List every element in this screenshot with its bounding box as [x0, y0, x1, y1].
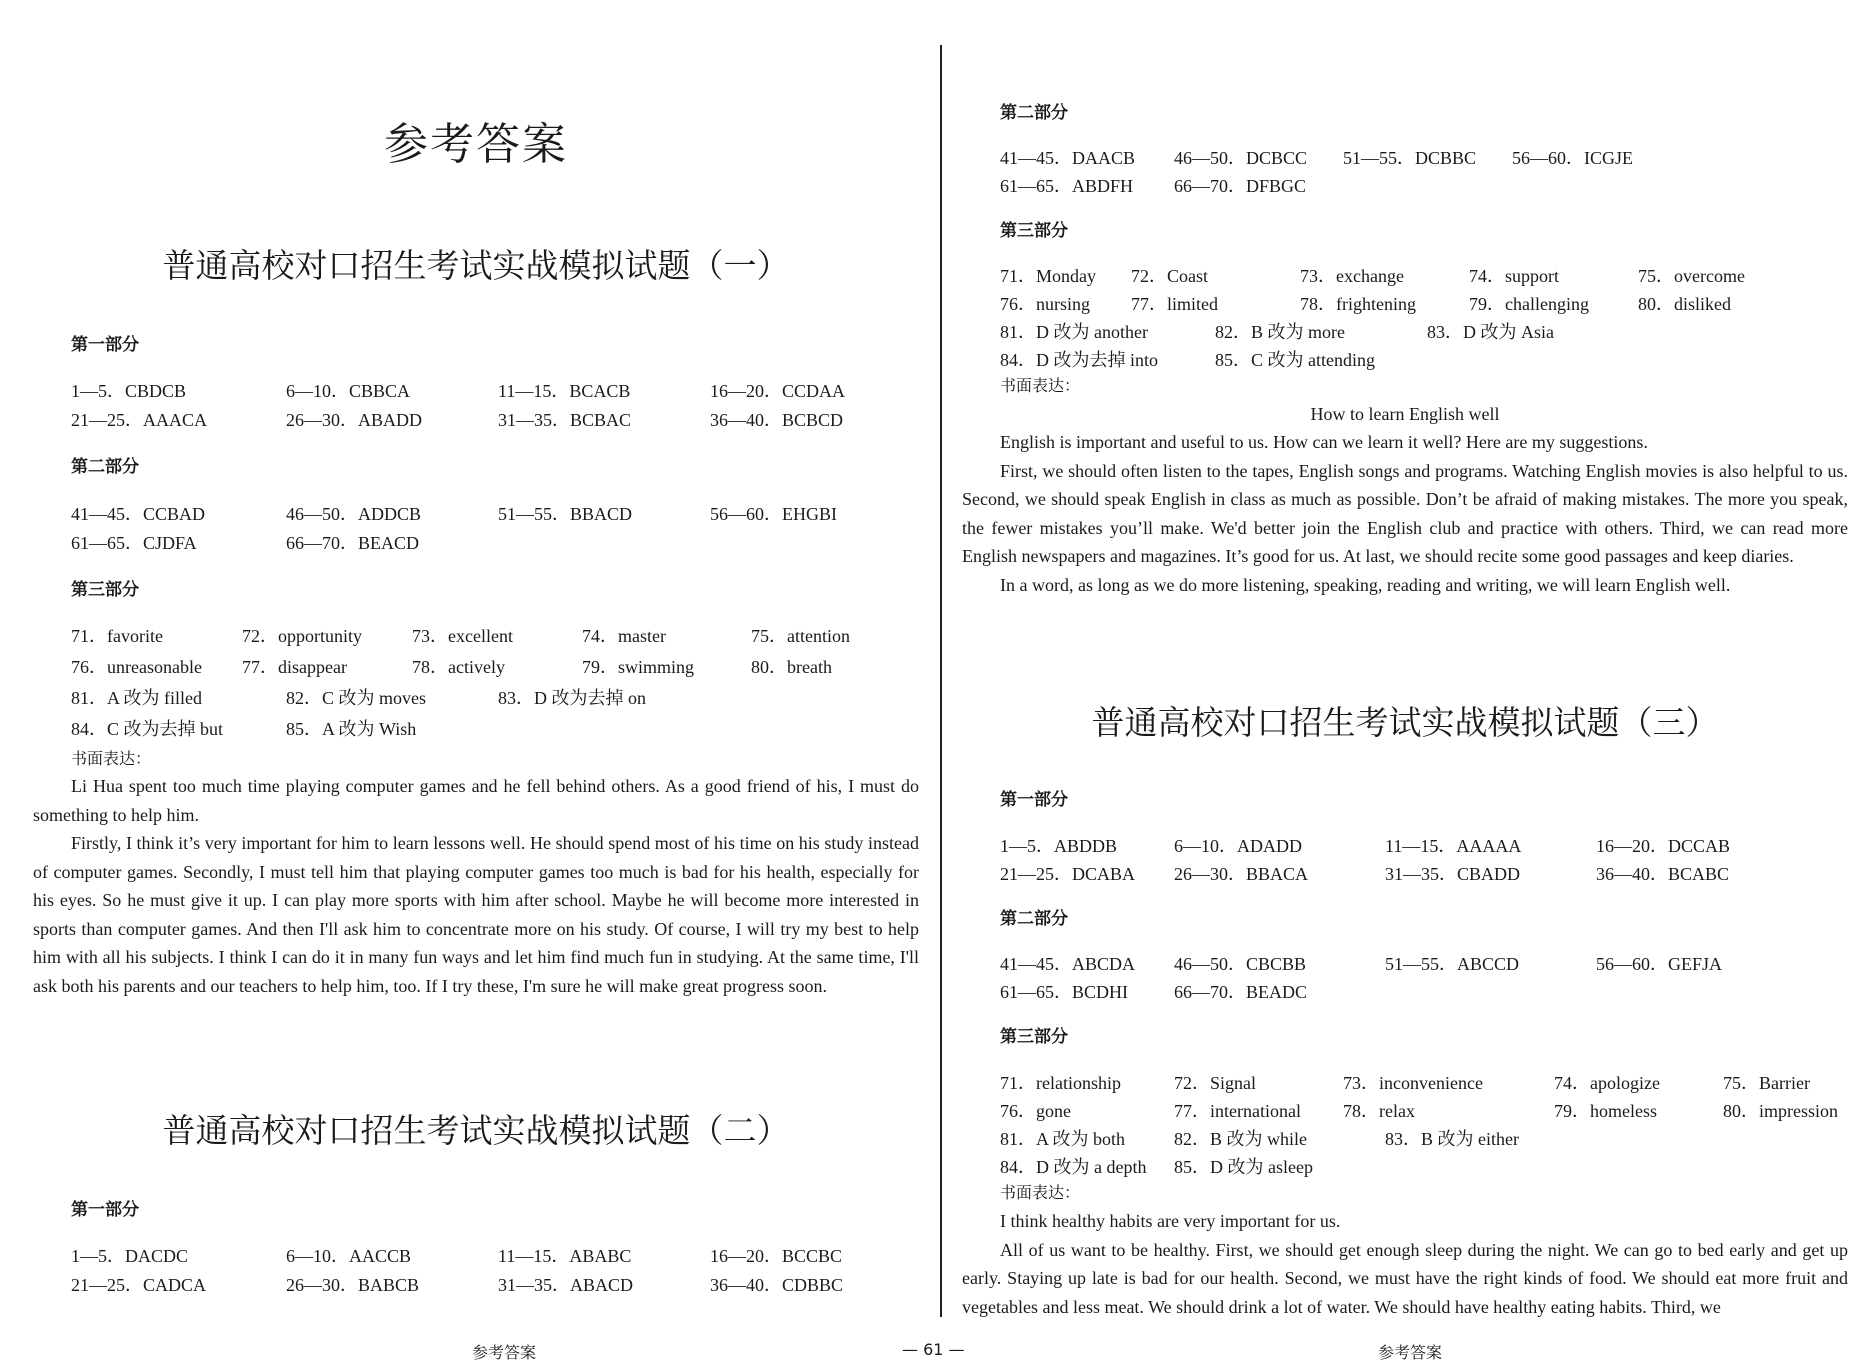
column-divider [940, 45, 942, 1317]
answer-cell: 26—30．BABCB [286, 1275, 420, 1295]
answer-cell: 6—10．AACCB [286, 1246, 412, 1266]
essay-paragraph: Li Hua spent too much time playing computer games and he fell behind others. As a good friend of his, I must do something to help him. [33, 776, 919, 825]
essay-paragraph: Firstly, I think it’s very important for him to learn lessons well. He should spend most of his time on his study instead of computer games. Secondly, I must tell him that playing computer games too much is bad for his health, especially for his eyes. So he must give it up. I can play more sports with him after school. Maybe he will become more interested in sports than computer games. And then I'll ask him to concentrate more on his study. Of course, I will try my best to help him with all his subjects. I think I can do it in many fun ways and let him find much fun in studying. At the same time, I'll ask both his parents and our teachers to help him, too. If I try these, I'm sure he will make great progress soon. [33, 833, 919, 996]
exam3-part3-row4 [1000, 1153, 1860, 1179]
exam1-part3-row1 [71, 622, 931, 648]
essay-paragraph: English is important and useful to us. How can we learn it well? Here are my suggestions. [1000, 432, 1648, 452]
answer-cell: 16—20．CCDAA [710, 381, 846, 401]
answer-cell: 41—45．ABCDA [1000, 954, 1136, 974]
answer-cell: 78．relax [1343, 1101, 1415, 1121]
exam1-part3-row3 [71, 684, 931, 710]
exam3-part1-row1 [1000, 832, 1860, 858]
answer-cell: 21—25．DCABA [1000, 864, 1136, 884]
exam3-part3-row3 [1000, 1125, 1860, 1151]
exam1-title: 普通高校对口招生考试实战模拟试题（一） [162, 246, 790, 285]
answer-cell: 80．impression [1723, 1101, 1838, 1121]
answer-cell: 82．C 改为 moves [286, 688, 427, 708]
answer-cell: 74．support [1469, 266, 1559, 286]
exam3-part3-row2 [1000, 1097, 1860, 1123]
exam2-part2-label: 第二部分 [1000, 103, 1068, 123]
exam1-part3-row2 [71, 653, 931, 679]
answer-cell: 77．disappear [242, 657, 347, 677]
exam2-part2-row2 [1000, 172, 1860, 198]
exam2-part2-row1 [1000, 144, 1860, 170]
exam2-writing-label: 书面表达： [1000, 376, 1081, 395]
answer-cell: 84．D 改为 a depth [1000, 1157, 1147, 1177]
answer-cell: 74．apologize [1554, 1073, 1660, 1093]
answer-cell: 1—5．CBDCB [71, 381, 187, 401]
exam2-title: 普通高校对口招生考试实战模拟试题（二） [162, 1111, 790, 1150]
answer-cell: 41—45．CCBAD [71, 504, 206, 524]
answer-cell: 21—25．CADCA [71, 1275, 207, 1295]
answer-cell: 36—40．BCBCD [710, 410, 844, 430]
exam2-part3-row1 [1000, 262, 1860, 288]
answer-cell: 61—65．BCDHI [1000, 982, 1129, 1002]
answer-cell: 51—55．DCBBC [1343, 148, 1477, 168]
answer-cell: 81．D 改为 another [1000, 322, 1148, 342]
answer-cell: 61—65．CJDFA [71, 533, 197, 553]
answer-cell: 1—5．DACDC [71, 1246, 189, 1266]
answer-cell: 36—40．BCABC [1596, 864, 1730, 884]
answer-cell: 80．disliked [1638, 294, 1731, 314]
answer-cell: 85．C 改为 attending [1215, 350, 1375, 370]
answer-cell: 46—50．CBCBB [1174, 954, 1307, 974]
answer-cell: 82．B 改为 more [1215, 322, 1345, 342]
answer-cell: 11—15．AAAAA [1385, 836, 1522, 856]
exam3-part3-row1 [1000, 1069, 1860, 1095]
answer-cell: 76．gone [1000, 1101, 1071, 1121]
page-number: — 61 — [902, 1340, 965, 1359]
answer-cell: 76．nursing [1000, 294, 1090, 314]
answer-cell: 77．international [1174, 1101, 1301, 1121]
answer-cell: 84．D 改为去掉 into [1000, 350, 1159, 370]
exam1-essay [33, 772, 919, 1000]
exam1-part2-row1 [71, 500, 931, 526]
exam2-part1-row1 [71, 1242, 931, 1268]
answer-cell: 79．swimming [582, 657, 695, 677]
answer-cell: 56—60．ICGJE [1512, 148, 1633, 168]
answer-cell: 76．unreasonable [71, 657, 202, 677]
answer-cell: 61—65．ABDFH [1000, 176, 1134, 196]
exam3-part2-row1 [1000, 950, 1860, 976]
answer-cell: 16—20．BCCBC [710, 1246, 843, 1266]
answer-cell: 75．attention [751, 626, 850, 646]
footer-left: 参考答案 [472, 1343, 537, 1362]
exam2-part3-row2 [1000, 290, 1860, 316]
essay-paragraph: In a word, as long as we do more listening, speaking, reading and writing, we will learn English well. [1000, 574, 1731, 595]
answer-cell: 73．inconvenience [1343, 1073, 1483, 1093]
exam3-essay [962, 1207, 1848, 1321]
answer-cell: 11—15．ABABC [498, 1246, 632, 1266]
answer-cell: 72．Signal [1174, 1073, 1257, 1093]
answer-cell: 78．actively [412, 657, 505, 677]
answer-cell: 46—50．DCBCC [1174, 148, 1308, 168]
answer-cell: 31—35．BCBAC [498, 410, 632, 430]
answer-cell: 85．D 改为 asleep [1174, 1157, 1313, 1177]
exam2-part1-label: 第一部分 [71, 1200, 139, 1220]
exam2-essay-title: How to learn English well [1310, 404, 1500, 424]
exam3-writing-label: 书面表达： [1000, 1183, 1081, 1202]
answer-cell: 66—70．BEADC [1174, 982, 1308, 1002]
answer-cell: 75．Barrier [1723, 1073, 1810, 1093]
answer-cell: 66—70．DFBGC [1174, 176, 1307, 196]
essay-paragraph: All of us want to be healthy. First, we should get enough sleep during the night. We can go to bed early and get up early. Staying up late is bad for our health. Second, we must have the right kinds of food. We should eat more fruit and vegetables and less meat. We should drink a lot of water. We should have healthy eating habits. Third, we [962, 1239, 1848, 1317]
answer-cell: 83．B 改为 either [1385, 1129, 1519, 1149]
exam2-part3-label: 第三部分 [1000, 221, 1068, 241]
exam1-part1-row1 [71, 377, 931, 403]
answer-cell: 66—70．BEACD [286, 533, 420, 553]
exam2-part3-row4 [1000, 346, 1860, 372]
answer-cell: 56—60．EHGBI [710, 504, 837, 524]
answer-cell: 77．limited [1131, 294, 1218, 314]
answer-cell: 71．favorite [71, 626, 163, 646]
answer-cell: 73．exchange [1300, 266, 1404, 286]
exam1-writing-label: 书面表达： [71, 749, 152, 768]
answer-cell: 85．A 改为 Wish [286, 719, 417, 739]
answer-cell: 31—35．CBADD [1385, 864, 1521, 884]
answer-cell: 73．excellent [412, 626, 513, 646]
exam3-part2-label: 第二部分 [1000, 909, 1068, 929]
exam3-part2-row2 [1000, 978, 1860, 1004]
answer-cell: 81．A 改为 both [1000, 1129, 1126, 1149]
answer-cell: 71．Monday [1000, 266, 1096, 286]
answer-cell: 82．B 改为 while [1174, 1129, 1307, 1149]
page-title: 参考答案 [384, 119, 568, 170]
exam3-title: 普通高校对口招生考试实战模拟试题（三） [1091, 703, 1719, 742]
answer-cell: 26—30．BBACA [1174, 864, 1309, 884]
answer-cell: 74．master [582, 626, 666, 646]
exam1-part3-label: 第三部分 [71, 580, 139, 600]
exam3-part3-label: 第三部分 [1000, 1027, 1068, 1047]
answer-cell: 6—10．CBBCA [286, 381, 411, 401]
exam2-part3-row3 [1000, 318, 1860, 344]
exam1-part1-row2 [71, 406, 931, 432]
exam2-essay [962, 428, 1848, 599]
answer-cell: 71．relationship [1000, 1073, 1121, 1093]
answer-cell: 84．C 改为去掉 but [71, 719, 224, 739]
essay-paragraph: First, we should often listen to the tapes, English songs and programs. Watching English movies is also helpful to us. Second, we should speak English in class as much as possible. Don’t be afraid of making mistakes. The more you speak, the fewer mistakes you’ll make. We'd better join the English club and practice with others. Third, we can read more English newspapers and magazines. It’s good for us. At last, we should recite some good passages and keep diaries. [962, 460, 1848, 566]
exam1-part3-row4 [71, 715, 931, 741]
exam1-part1-label: 第一部分 [71, 335, 139, 355]
answer-cell: 6—10．ADADD [1174, 836, 1302, 856]
answer-cell: 41—45．DAACB [1000, 148, 1136, 168]
exam3-part1-label: 第一部分 [1000, 790, 1068, 810]
answer-cell: 1—5．ABDDB [1000, 836, 1118, 856]
answer-cell: 81．A 改为 filled [71, 688, 202, 708]
answer-cell: 11—15．BCACB [498, 381, 631, 401]
exam1-part2-row2 [71, 529, 931, 555]
answer-cell: 16—20．DCCAB [1596, 836, 1731, 856]
essay-paragraph: I think healthy habits are very important for us. [1000, 1211, 1341, 1231]
answer-cell: 72．opportunity [242, 626, 362, 646]
exam2-part1-row2 [71, 1271, 931, 1297]
answer-cell: 26—30．ABADD [286, 410, 423, 430]
answer-cell: 78．frightening [1300, 294, 1416, 314]
answer-cell: 83．D 改为 Asia [1427, 322, 1554, 342]
answer-cell: 79．challenging [1469, 294, 1589, 314]
footer-right: 参考答案 [1378, 1343, 1443, 1362]
answer-cell: 51—55．ABCCD [1385, 954, 1520, 974]
answer-cell: 56—60．GEFJA [1596, 954, 1723, 974]
answer-cell: 36—40．CDBBC [710, 1275, 844, 1295]
answer-cell: 21—25．AAACA [71, 410, 208, 430]
answer-cell: 79．homeless [1554, 1101, 1657, 1121]
answer-cell: 75．overcome [1638, 266, 1745, 286]
exam1-part2-label: 第二部分 [71, 457, 139, 477]
answer-cell: 31—35．ABACD [498, 1275, 634, 1295]
answer-cell: 51—55．BBACD [498, 504, 633, 524]
exam3-part1-row2 [1000, 860, 1860, 886]
answer-cell: 46—50．ADDCB [286, 504, 422, 524]
answer-cell: 72．Coast [1131, 266, 1209, 286]
answer-cell: 80．breath [751, 657, 832, 677]
answer-cell: 83．D 改为去掉 on [498, 688, 646, 708]
